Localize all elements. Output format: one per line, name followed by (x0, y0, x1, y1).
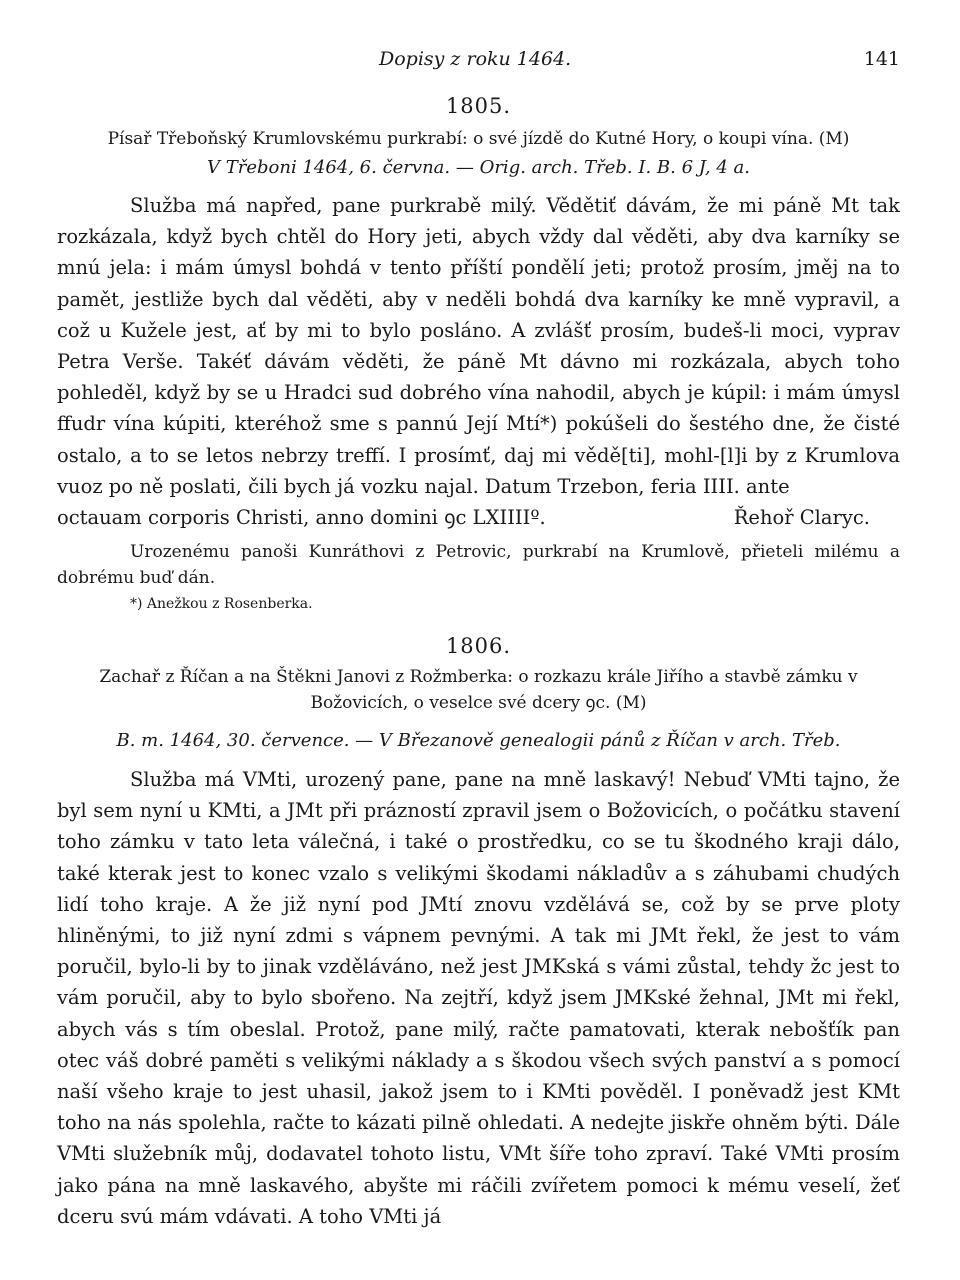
letter-number: 1806. (445, 634, 512, 659)
letter-dating: octauam corporis Christi, anno domini ꝯc LXIIIIº. (57, 506, 546, 530)
letter-signature: Řehoř Claryc. (733, 506, 870, 530)
letter-source: B. m. 1464, 30. července. — V Březanově genealogii pánů z Říčan v arch. Třeb. (116, 730, 841, 752)
letter-regest: Zachař z Říčan a na Štěkni Janovi z Rožmberka: o rozkazu krále Jiřího a stavbě zámku v Božovicích, o veselce své dcery ꝯc. (M) (99, 667, 858, 714)
running-head (57, 44, 900, 80)
letter-body: Služba má napřed, pane purkrabě milý. Vědětiť dávám, že mi páně Mt tak rozkázala, když bych chtěl do Hory jeti, abych vždy dal věděti, aby dva karníky se mnú jela: i mám úmysl bohdá v tento příští pondělí jeti; protož prosím, jměj na to pamět, jestliže bych dal věděti, aby v neděli bohdá dva karníky ke mně vypravil, a což u Kužele jest, ať by mi to bylo posláno. A zvlášť prosím, budeš-li moci, vyprav Petra Verše. Takéť dávám věděti, že páně Mt dávno mi rozkázala, abych toho pohleděl, když by se u Hradci sud dobrého vína nahodil, abych je kúpil: i mám úmysl ffudr vína kúpiti, kteréhož sme s pannú Její Mtí*) pokúšeli do šestého dne, že čisté ostalo, a to se letos nebrzy treffí. I prosímť, daj mi vědě[ti], mohl-[l]i by z Krumlova vuoz po ně poslati, čili bych já vozku najal. Datum Trzebon, feria IIII. ante (57, 194, 900, 498)
letter-closing-line (57, 502, 900, 533)
letter-regest: Písař Třeboňský Krumlovskému purkrabí: o své jízdě do Kutné Hory, o koupi vína. (M) (107, 129, 850, 149)
letter-source: V Třeboni 1464, 6. června. — Orig. arch. Třeb. I. B. 6 J, 4 a. (207, 157, 750, 178)
running-head-title: Dopisy z roku 1464. (379, 48, 572, 70)
letter-1806 (57, 634, 900, 1232)
document-page (57, 44, 900, 1232)
letter-body: Služba má VMti, urozený pane, pane na mně laskavý! Nebuď VMti tajno, že byl sem nyní u KMti, a JMt při prázností zpravil jsem o Božovicích, o počátku stavení toho zámku v tato leta válečná, i také o prostředku, co se tu škodného kraji dálo, také kterak jest to konec vzalo s velikými škodami nákladův a s záhubami chudých lidí toho kraje. A že již nyní pod JMtí znovu vzdělává se, což by se prve ploty hliněnými, to již nyní zdmi s vápnem pevnými. A tak mi JMt řekl, že jest to vám poručil, bylo-li by to jinak vzděláváno, než jest JMKská s vámi zůstal, tehdy žc jest to vám poručil, aby to bylo sbořeno. Na zejtří, když jsem JMKské žehnal, JMt mi řekl, abych vás s tím obeslal. Protož, pane milý, račte pamatovati, kterak nebošťík pan otec váš dobré paměti s velikými náklady a s škodou všech svých panství a s pomocí naší všeho kraje to jest uhasil, jakož jsem to i KMti pověděl. I poněvadž jest KMt toho na nás spolehla, račte to kázati pilně ohledati. A nedejte jiskře ohněm býti. Dále VMti služebník můj, dodavatel tohoto listu, VMt šíře toho zpraví. Také VMti prosím jako pána na mně laskavého, abyšte mi ráčili zvířetem pomoci k mému veselí, žeť dceru svú mám vdávati. A toho VMti já (57, 768, 900, 1228)
letter-address: Urozenému panoši Kunráthovi z Petrovic, purkrabí na Krumlově, přieteli milému a dobrému buď dán. (57, 542, 900, 589)
letter-1805 (57, 94, 900, 614)
footnote: *) Anežkou z Rosenberka. (130, 596, 313, 613)
page-number: 141 (863, 48, 900, 70)
letter-number: 1805. (445, 94, 512, 118)
